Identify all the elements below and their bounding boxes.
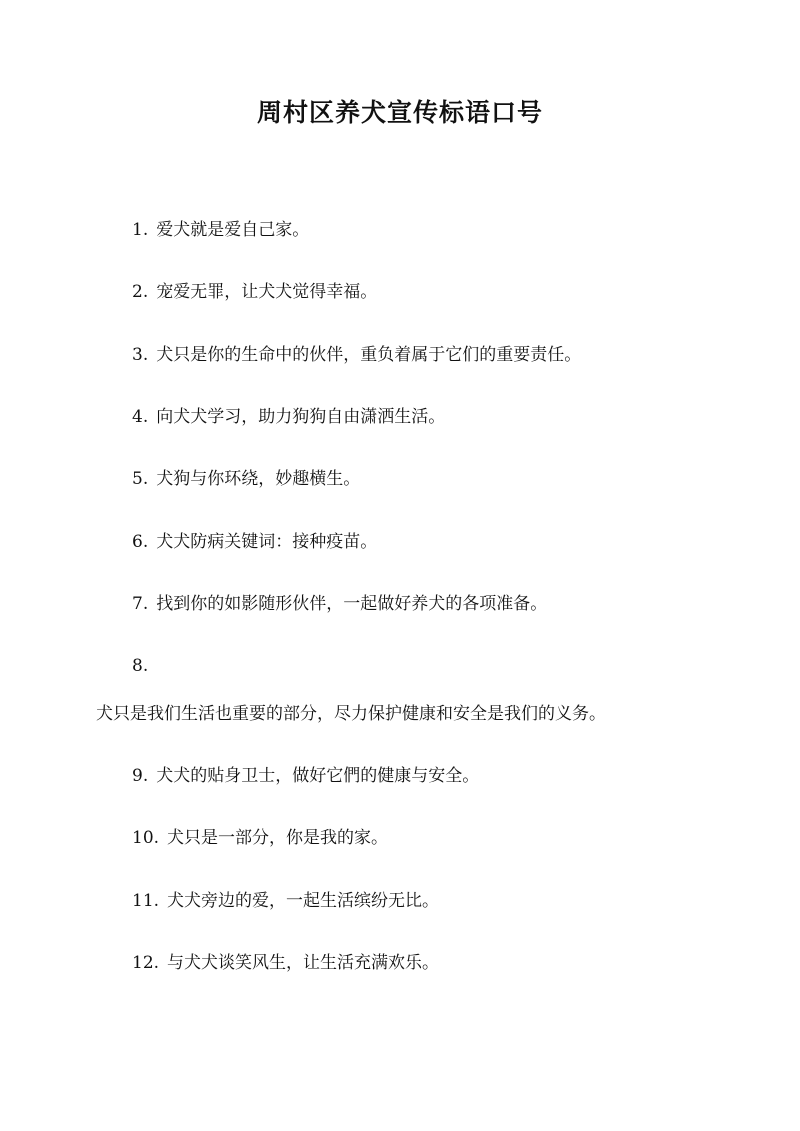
list-item bbox=[132, 822, 388, 854]
item-number: 2. bbox=[132, 282, 149, 302]
item-text: 犬犬旁边的爱，一起生活缤纷无比。 bbox=[167, 891, 440, 911]
list-item bbox=[132, 650, 156, 682]
item-number: 12. bbox=[132, 953, 160, 973]
list-item bbox=[132, 947, 439, 979]
item-number: 9. bbox=[132, 766, 149, 786]
item-number: 7. bbox=[132, 594, 149, 614]
list-item bbox=[132, 214, 309, 246]
item-text: 犬犬的贴身卫士，做好它們的健康与安全。 bbox=[156, 766, 480, 786]
item-number: 4. bbox=[132, 407, 149, 427]
item-text: 找到你的如影随形伙伴，一起做好养犬的各项准备。 bbox=[156, 594, 548, 614]
item-number: 10. bbox=[132, 828, 160, 848]
list-item bbox=[132, 401, 445, 433]
item-text: 犬只是你的生命中的伙伴，重负着属于它们的重要责任。 bbox=[156, 345, 582, 365]
item-text: 向犬犬学习，助力狗狗自由潇洒生活。 bbox=[156, 407, 446, 427]
item-number: 11. bbox=[132, 891, 160, 911]
item-number: 8. bbox=[132, 656, 149, 676]
item-text: 爱犬就是爱自己家。 bbox=[156, 220, 310, 240]
item-number: 3. bbox=[132, 345, 149, 365]
list-item bbox=[132, 276, 377, 308]
list-item-continuation bbox=[96, 698, 606, 730]
item-text: 犬只是我们生活也重要的部分，尽力保护健康和安全是我们的义务。 bbox=[96, 704, 606, 724]
list-item bbox=[132, 463, 360, 495]
item-text: 与犬犬谈笑风生，让生活充满欢乐。 bbox=[167, 953, 440, 973]
item-text: 犬狗与你环绕，妙趣横生。 bbox=[156, 469, 361, 489]
item-number: 6. bbox=[132, 532, 149, 552]
item-text: 犬犬防病关键词：接种疫苗。 bbox=[156, 532, 378, 552]
item-text: 犬只是一部分，你是我的家。 bbox=[167, 828, 389, 848]
list-item bbox=[132, 339, 581, 371]
item-number: 5. bbox=[132, 469, 149, 489]
list-item bbox=[132, 526, 377, 558]
list-item bbox=[132, 588, 547, 620]
list-item bbox=[132, 760, 479, 792]
document-title: 周村区养犬宣传标语口号 bbox=[256, 98, 543, 127]
item-number: 1. bbox=[132, 220, 149, 240]
list-item bbox=[132, 885, 439, 917]
item-text: 宠爱无罪，让犬犬觉得幸福。 bbox=[156, 282, 378, 302]
